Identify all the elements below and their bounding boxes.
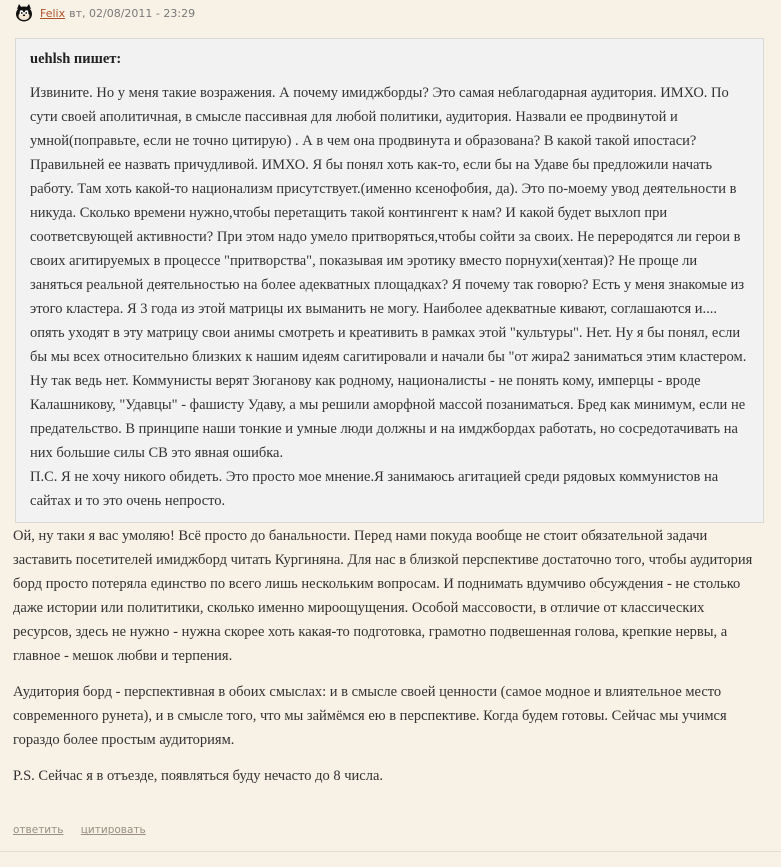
author-link[interactable]: Felix	[40, 6, 66, 20]
comment-divider	[0, 851, 781, 852]
comment-date: вт, 02/08/2011 - 23:29	[69, 6, 196, 20]
comment-paragraph: P.S. Сейчас я в отъезде, появляться буду нечасто до 8 числа.	[13, 768, 384, 784]
quote-author: uehlsh пишет:	[30, 51, 122, 67]
felix-cat-avatar-icon	[14, 3, 34, 23]
comment-paragraph: Аудитория борд - перспективная в обоих смыслах: и в смысле своей ценности (самое модное и влиятельное место современного рунета), и в смысле того, что мы займёмся ею в перспективе. Когда будем готовы. Сейчас мы учимся гораздо более простым аудиториям.	[13, 684, 727, 748]
comment-body	[13, 524, 765, 800]
quote-link[interactable]: цитировать	[80, 824, 146, 836]
quote-block	[15, 38, 764, 523]
comment-links	[13, 824, 160, 836]
quote-text: Извините. Но у меня такие возражения. А почему имиджборды? Это самая неблагодарная аудитория. ИМХО. По сути своей аполитичная, в смысле пассивная для любой политики, аудитория. Назвали ее продвинутой и умной(поправьте, если не точно цитирую) . А в чем она продвинута и образована? В какой такой ипостаси? Правильней ее назвать причудливой. ИМХО. Я бы понял хоть как-то, если бы на Удаве бы предложили начать работу. Там хоть какой-то национализм присутствует.(именно ксенофобия, да). Это по-моему увод деятельности в никуда. Сколько времени нужно,чтобы перетащить такой контингент к нам? И какой будет выхлоп при соответсвующей активности? При этом надо умело притворяться,чтобы сойти за своих. Не переродятся ли герои в своих агитируемых в процессе "притворства", показывая им эротику вместо порнухи(хентая)? Не проще ли заняться реальной деятельностью на более адекватных площадках? Я почему так говорю? Есть у меня знакомые из этого кластера. Я 3 года из этой матрицы их выманить не могу. Наиболее адекватные кивают, соглашаются и.... опять уходят в эту матрицу свои анимы смотреть и креативить в рамках этой "культуры". Нет. Ну я бы понял, если бы мы всех относительно близких к нашим идеям сагитировали и начали бы "от жира2 заниматься этим кластером. Ну так ведь нет. Коммунисты верят Зюганову как родному, националисты - не понять кому, имперцы - вроде Калашникову, "Удавцы" - фашисту Удаву, а мы решили аморфной массой позаниматься. Бред как минимум, если не предательство. В принципе наши тонкие и умные люди должны и на имджбордах работать, но сосредотачивать на них большие силы СВ это явная ошибка. П.С. Я не хочу никого обидеть. Это просто мое мнение.Я занимаюсь агитацией среди рядовых коммунистов на сайтах и то это очень непросто.	[30, 85, 747, 509]
comment-header	[0, 0, 781, 26]
reply-link[interactable]: ответить	[13, 824, 64, 836]
comment-paragraph: Ой, ну таки я вас умоляю! Всё просто до банальности. Перед нами покуда вообще не стоит обязательной задачи заставить посетителей имиджборд читать Кургиняна. Для нас в близкой перспективе достаточно того, чтобы аудитория борд просто потеряла единство по всего лишь нескольким вопросам. И поднимать вдумчиво обсуждения - не столько даже истории или полититики, сколько именно мироощущения. Особой массовости, в отличие от классических ресурсов, здесь не нужно - нужна скорее хоть какая-то подготовка, грамотно подвешенная голова, крепкие нервы, а главное - мешок любви и терпения.	[13, 528, 753, 664]
